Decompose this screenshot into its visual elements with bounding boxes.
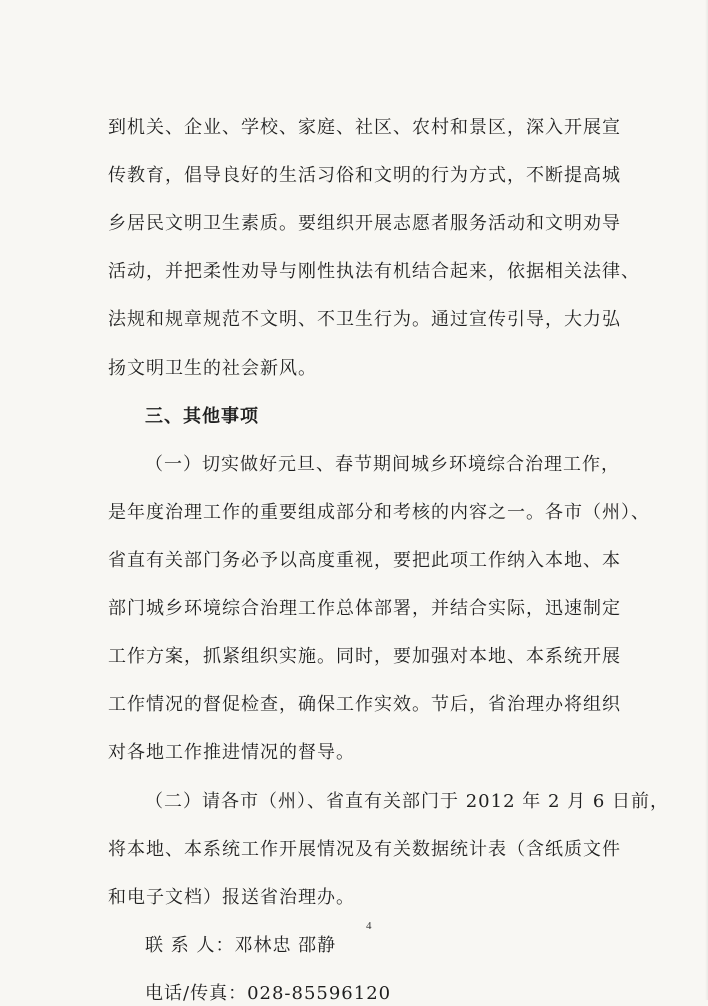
section-heading: 三、其他事项 bbox=[145, 405, 259, 427]
body-line: 到机关、企业、学校、家庭、社区、农村和景区，深入开展宣 bbox=[108, 117, 621, 138]
body-line: 扬文明卫生的社会新风。 bbox=[108, 357, 317, 379]
contact-phone: 电话/传真：028-85596120 bbox=[145, 983, 392, 1005]
body-line: 法规和规章规范不文明、不卫生行为。通过宣传引导，大力弘 bbox=[108, 309, 621, 331]
item2-line: 和电子文档）报送省治理办。 bbox=[108, 886, 355, 908]
item1-line: （一）切实做好元旦、春节期间城乡环境综合治理工作， bbox=[145, 453, 620, 475]
item1-line: 工作方案，抓紧组织实施。同时，要加强对本地、本系统开展 bbox=[108, 646, 621, 668]
item1-line: 对各地工作推进情况的督导。 bbox=[108, 742, 355, 764]
body-line: 活动，并把柔性劝导与刚性执法有机结合起来，依据相关法律、 bbox=[108, 261, 640, 283]
item1-line: 省直有关部门务必予以高度重视，要把此项工作纳入本地、本 bbox=[108, 550, 621, 572]
body-line: 传教育，倡导良好的生活习俗和文明的行为方式，不断提高城 bbox=[108, 165, 621, 187]
body-line: 乡居民文明卫生素质。要组织开展志愿者服务活动和文明劝导 bbox=[108, 213, 621, 235]
contact-person: 联 系 人：邓林忠 邵静 bbox=[145, 934, 337, 956]
item2-line: （二）请各市（州）、省直有关部门于 2012 年 2 月 6 日前， bbox=[145, 790, 670, 812]
item1-line: 是年度治理工作的重要组成部分和考核的内容之一。各市（州）、 bbox=[108, 501, 650, 523]
item1-line: 工作情况的督促检查，确保工作实效。节后，省治理办将组织 bbox=[108, 694, 621, 716]
item1-line: 部门城乡环境综合治理工作总体部署，并结合实际，迅速制定 bbox=[108, 598, 621, 620]
page-number: 4 bbox=[366, 920, 372, 932]
item2-line: 将本地、本系统工作开展情况及有关数据统计表（含纸质文件 bbox=[108, 838, 621, 860]
